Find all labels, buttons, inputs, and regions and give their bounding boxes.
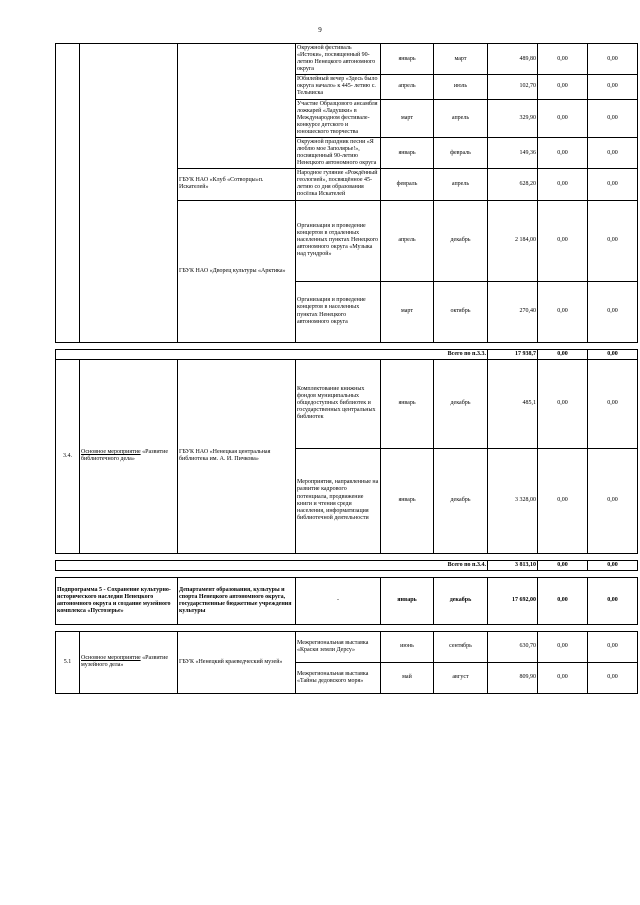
event-cell: Межрегиональная выставка «Тайны дедовского моря» [296,662,381,693]
org-cell: ГБУК НАО «Дворец культуры «Арктика» [178,200,296,342]
end-cell: апрель [434,169,488,200]
start-cell: январь [381,44,434,75]
value-cell: 0,00 [538,577,588,624]
total-value: 0,00 [588,349,638,359]
total-value: 0,00 [588,560,638,570]
org-cell: ГБУК НАО «Ненецкая центральная библиотека им. А. И. Пичкова» [178,359,296,553]
item-name: Основное мероприятие «Развитие музейного дела» [80,631,178,693]
start-cell: март [381,281,434,342]
event-cell: Народное гуляние «Рождённый геологией», посвящённое 45-летию со дня образования посёлка Искателей [296,169,381,200]
value-cell: 0,00 [588,75,638,99]
event-cell: - [296,577,381,624]
spacer-row [56,553,638,560]
program-table [55,43,638,694]
value-cell: 0,00 [538,359,588,448]
value-cell: 0,00 [588,44,638,75]
value-cell: 0,00 [538,448,588,553]
value-cell: 329,90 [488,99,538,137]
start-cell: июнь [381,631,434,662]
table-row [56,631,638,662]
total-label: Всего по п.3.3. [56,349,488,359]
end-cell: август [434,662,488,693]
value-cell: 0,00 [538,99,588,137]
value-cell: 0,00 [538,137,588,168]
value-cell: 0,00 [588,359,638,448]
start-cell: апрель [381,75,434,99]
event-cell: Организация и проведение концертов в отдаленных населенных пунктах Ненецкого автономного округа «Музыка над тундрой» [296,200,381,281]
value-cell: 485,1 [488,359,538,448]
start-cell: апрель [381,200,434,281]
item-number: 3.4. [56,359,80,553]
value-cell: 102,70 [488,75,538,99]
value-cell: 270,40 [488,281,538,342]
start-cell: февраль [381,169,434,200]
end-cell: февраль [434,137,488,168]
spacer-row [56,570,638,577]
event-cell: Межрегиональная выставка «Краски земли Дерсу» [296,631,381,662]
value-cell: 0,00 [538,75,588,99]
value-cell: 149,36 [488,137,538,168]
value-cell: 0,00 [538,631,588,662]
subprogram-title: Подпрограмма 5 - Сохранение культурно-исторического наследия Ненецкого автономного округа и создание музейного комплекса «Пустозерье» [56,577,178,624]
event-cell: Участие Образцового ансамбля ложкарей «Ладушки» в Международном фестивале-конкурсе детского и юношеского творчества [296,99,381,137]
value-cell: 0,00 [538,169,588,200]
table-row [56,44,638,75]
start-cell: май [381,662,434,693]
event-cell: Комплектование книжных фондов муниципальных общедоступных библиотек и государственных центральных библиотек [296,359,381,448]
page-number: 9 [318,26,322,34]
item-name: Основное мероприятие «Развитие библиотечного дела» [80,359,178,553]
value-cell: 489,80 [488,44,538,75]
total-value: 0,00 [538,560,588,570]
total-value: 3 813,10 [488,560,538,570]
event-cell: Мероприятия, направленные на развитие кадрового потенциала, продвижение книги и чтения среди населения, информатизация библиотечной деятельности [296,448,381,553]
event-cell: Окружной фестиваль «Истоки», посвященный 90-летию Ненецкого автономного округа [296,44,381,75]
value-cell: 628,20 [488,169,538,200]
org-cell: ГБУК «Ненецкий краеведческий музей» [178,631,296,693]
spacer-row [56,342,638,349]
total-row [56,560,638,570]
value-cell: 2 184,00 [488,200,538,281]
value-cell: 0,00 [588,662,638,693]
event-cell: Окружной праздник песни «Я люблю мое Заполярье!», посвященный 90-летию Ненецкого автономного округа [296,137,381,168]
value-cell: 0,00 [588,169,638,200]
org-cell: ГБУК НАО «Клуб «Сотворцы»п. Искателей» [178,169,296,200]
end-cell: март [434,44,488,75]
value-cell: 0,00 [588,281,638,342]
value-cell: 0,00 [588,448,638,553]
value-cell: 0,00 [588,99,638,137]
org-cell: Департамент образования, культуры и спорта Ненецкого автономного округа, государственные бюджетные учреждения культуры [178,577,296,624]
table-row [56,359,638,448]
total-value: 0,00 [538,349,588,359]
value-cell: 0,00 [538,662,588,693]
start-cell: март [381,99,434,137]
value-cell: 0,00 [538,200,588,281]
value-cell: 0,00 [588,200,638,281]
end-cell: октябрь [434,281,488,342]
item-number: 5.1 [56,631,80,693]
value-cell: 809,90 [488,662,538,693]
start-cell: январь [381,359,434,448]
end-cell: декабрь [434,200,488,281]
end-cell: июль [434,75,488,99]
end-cell: декабрь [434,448,488,553]
value-cell: 0,00 [588,137,638,168]
total-value: 17 938,7 [488,349,538,359]
value-cell: 0,00 [588,577,638,624]
value-cell: 17 692,00 [488,577,538,624]
value-cell: 0,00 [538,44,588,75]
end-cell: апрель [434,99,488,137]
value-cell: 630,70 [488,631,538,662]
end-cell: декабрь [434,359,488,448]
end-cell: декабрь [434,577,488,624]
start-cell: январь [381,137,434,168]
total-row [56,349,638,359]
value-cell: 0,00 [538,281,588,342]
spacer-row [56,624,638,631]
event-cell: Организация и проведение концертов в населенных пунктах Ненецкого автономного округа [296,281,381,342]
start-cell: январь [381,577,434,624]
subprogram-row [56,577,638,624]
event-cell: Юбилейный вечер «Здесь было округа начало» к 445- летию с. Тельвиска [296,75,381,99]
start-cell: январь [381,448,434,553]
value-cell: 0,00 [588,631,638,662]
end-cell: сентябрь [434,631,488,662]
total-label: Всего по п.3.4. [56,560,488,570]
value-cell: 3 328,00 [488,448,538,553]
